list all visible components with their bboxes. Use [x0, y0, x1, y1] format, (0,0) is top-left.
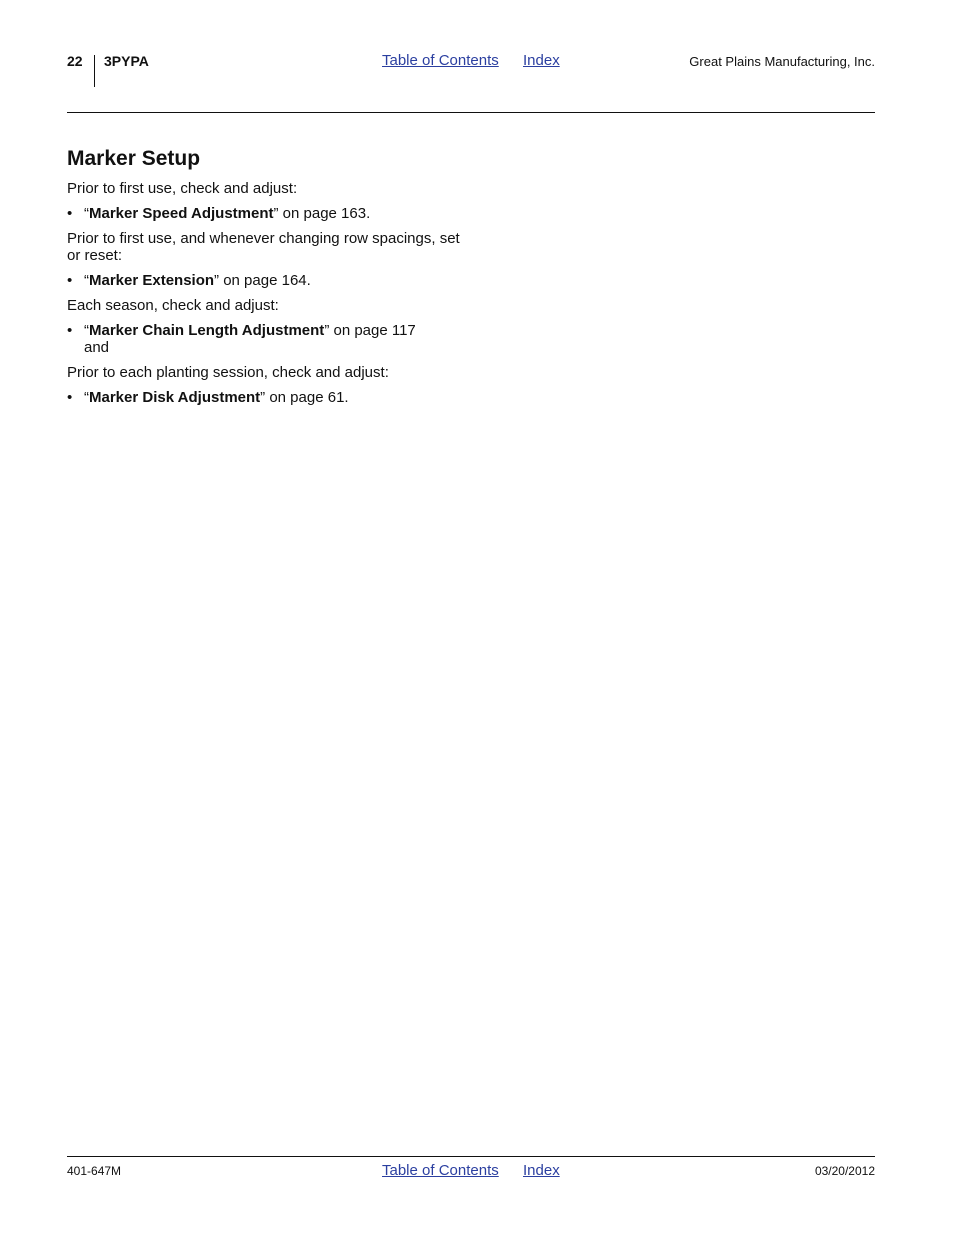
instruction-text: Prior to each planting session, check and adjust: — [67, 364, 389, 382]
document-date: 03/20/2012 — [814, 1164, 875, 1178]
instruction-text: Prior to first use, check and adjust: — [67, 180, 298, 198]
bullet-list — [67, 205, 467, 222]
cross-reference-title: Marker Disk Adjustment — [89, 389, 261, 407]
quote-mark: “ — [84, 272, 89, 290]
cross-reference-page: ” on page 61. — [260, 389, 349, 407]
footer-rule — [67, 1156, 875, 1157]
instruction-text: Prior to first use, and whenever changing row spacings, set or reset: — [67, 230, 460, 265]
bullet-list — [67, 322, 467, 356]
bullet: • — [67, 322, 73, 340]
quote-mark: “ — [84, 389, 89, 407]
header-rule — [67, 112, 875, 113]
bullet-list — [67, 272, 467, 289]
section-marker-setup — [67, 146, 467, 414]
list-item — [67, 389, 467, 406]
page-number: 22 — [67, 53, 83, 69]
bullet: • — [67, 389, 73, 407]
header-divider — [94, 55, 95, 87]
cross-reference-title: Marker Extension — [89, 272, 215, 290]
cross-reference-page: ” on page 163. — [273, 205, 371, 223]
section-title: Marker Setup — [67, 147, 201, 170]
cross-reference-page: ” on page 164. — [214, 272, 311, 290]
company-name: Great Plains Manufacturing, Inc. — [689, 54, 875, 69]
model-name: 3PYPA — [104, 53, 149, 69]
bullet: • — [67, 205, 73, 223]
quote-mark: “ — [84, 322, 89, 340]
document-number: 401-647M — [67, 1164, 122, 1178]
footer-index-link[interactable]: Index — [523, 1162, 560, 1179]
list-item — [67, 322, 434, 356]
footer-toc-link[interactable]: Table of Contents — [382, 1162, 499, 1179]
cross-reference-page: ” on page 117 and — [84, 322, 416, 357]
cross-reference-title: Marker Chain Length Adjustment — [89, 322, 325, 340]
cross-reference-title: Marker Speed Adjustment — [89, 205, 274, 223]
header-index-link[interactable]: Index — [523, 52, 560, 69]
instruction-text: Each season, check and adjust: — [67, 297, 279, 315]
bullet: • — [67, 272, 73, 290]
bullet-list — [67, 389, 467, 406]
quote-mark: “ — [84, 205, 89, 223]
list-item — [67, 272, 467, 289]
header-toc-link[interactable]: Table of Contents — [382, 52, 499, 69]
list-item — [67, 205, 467, 222]
